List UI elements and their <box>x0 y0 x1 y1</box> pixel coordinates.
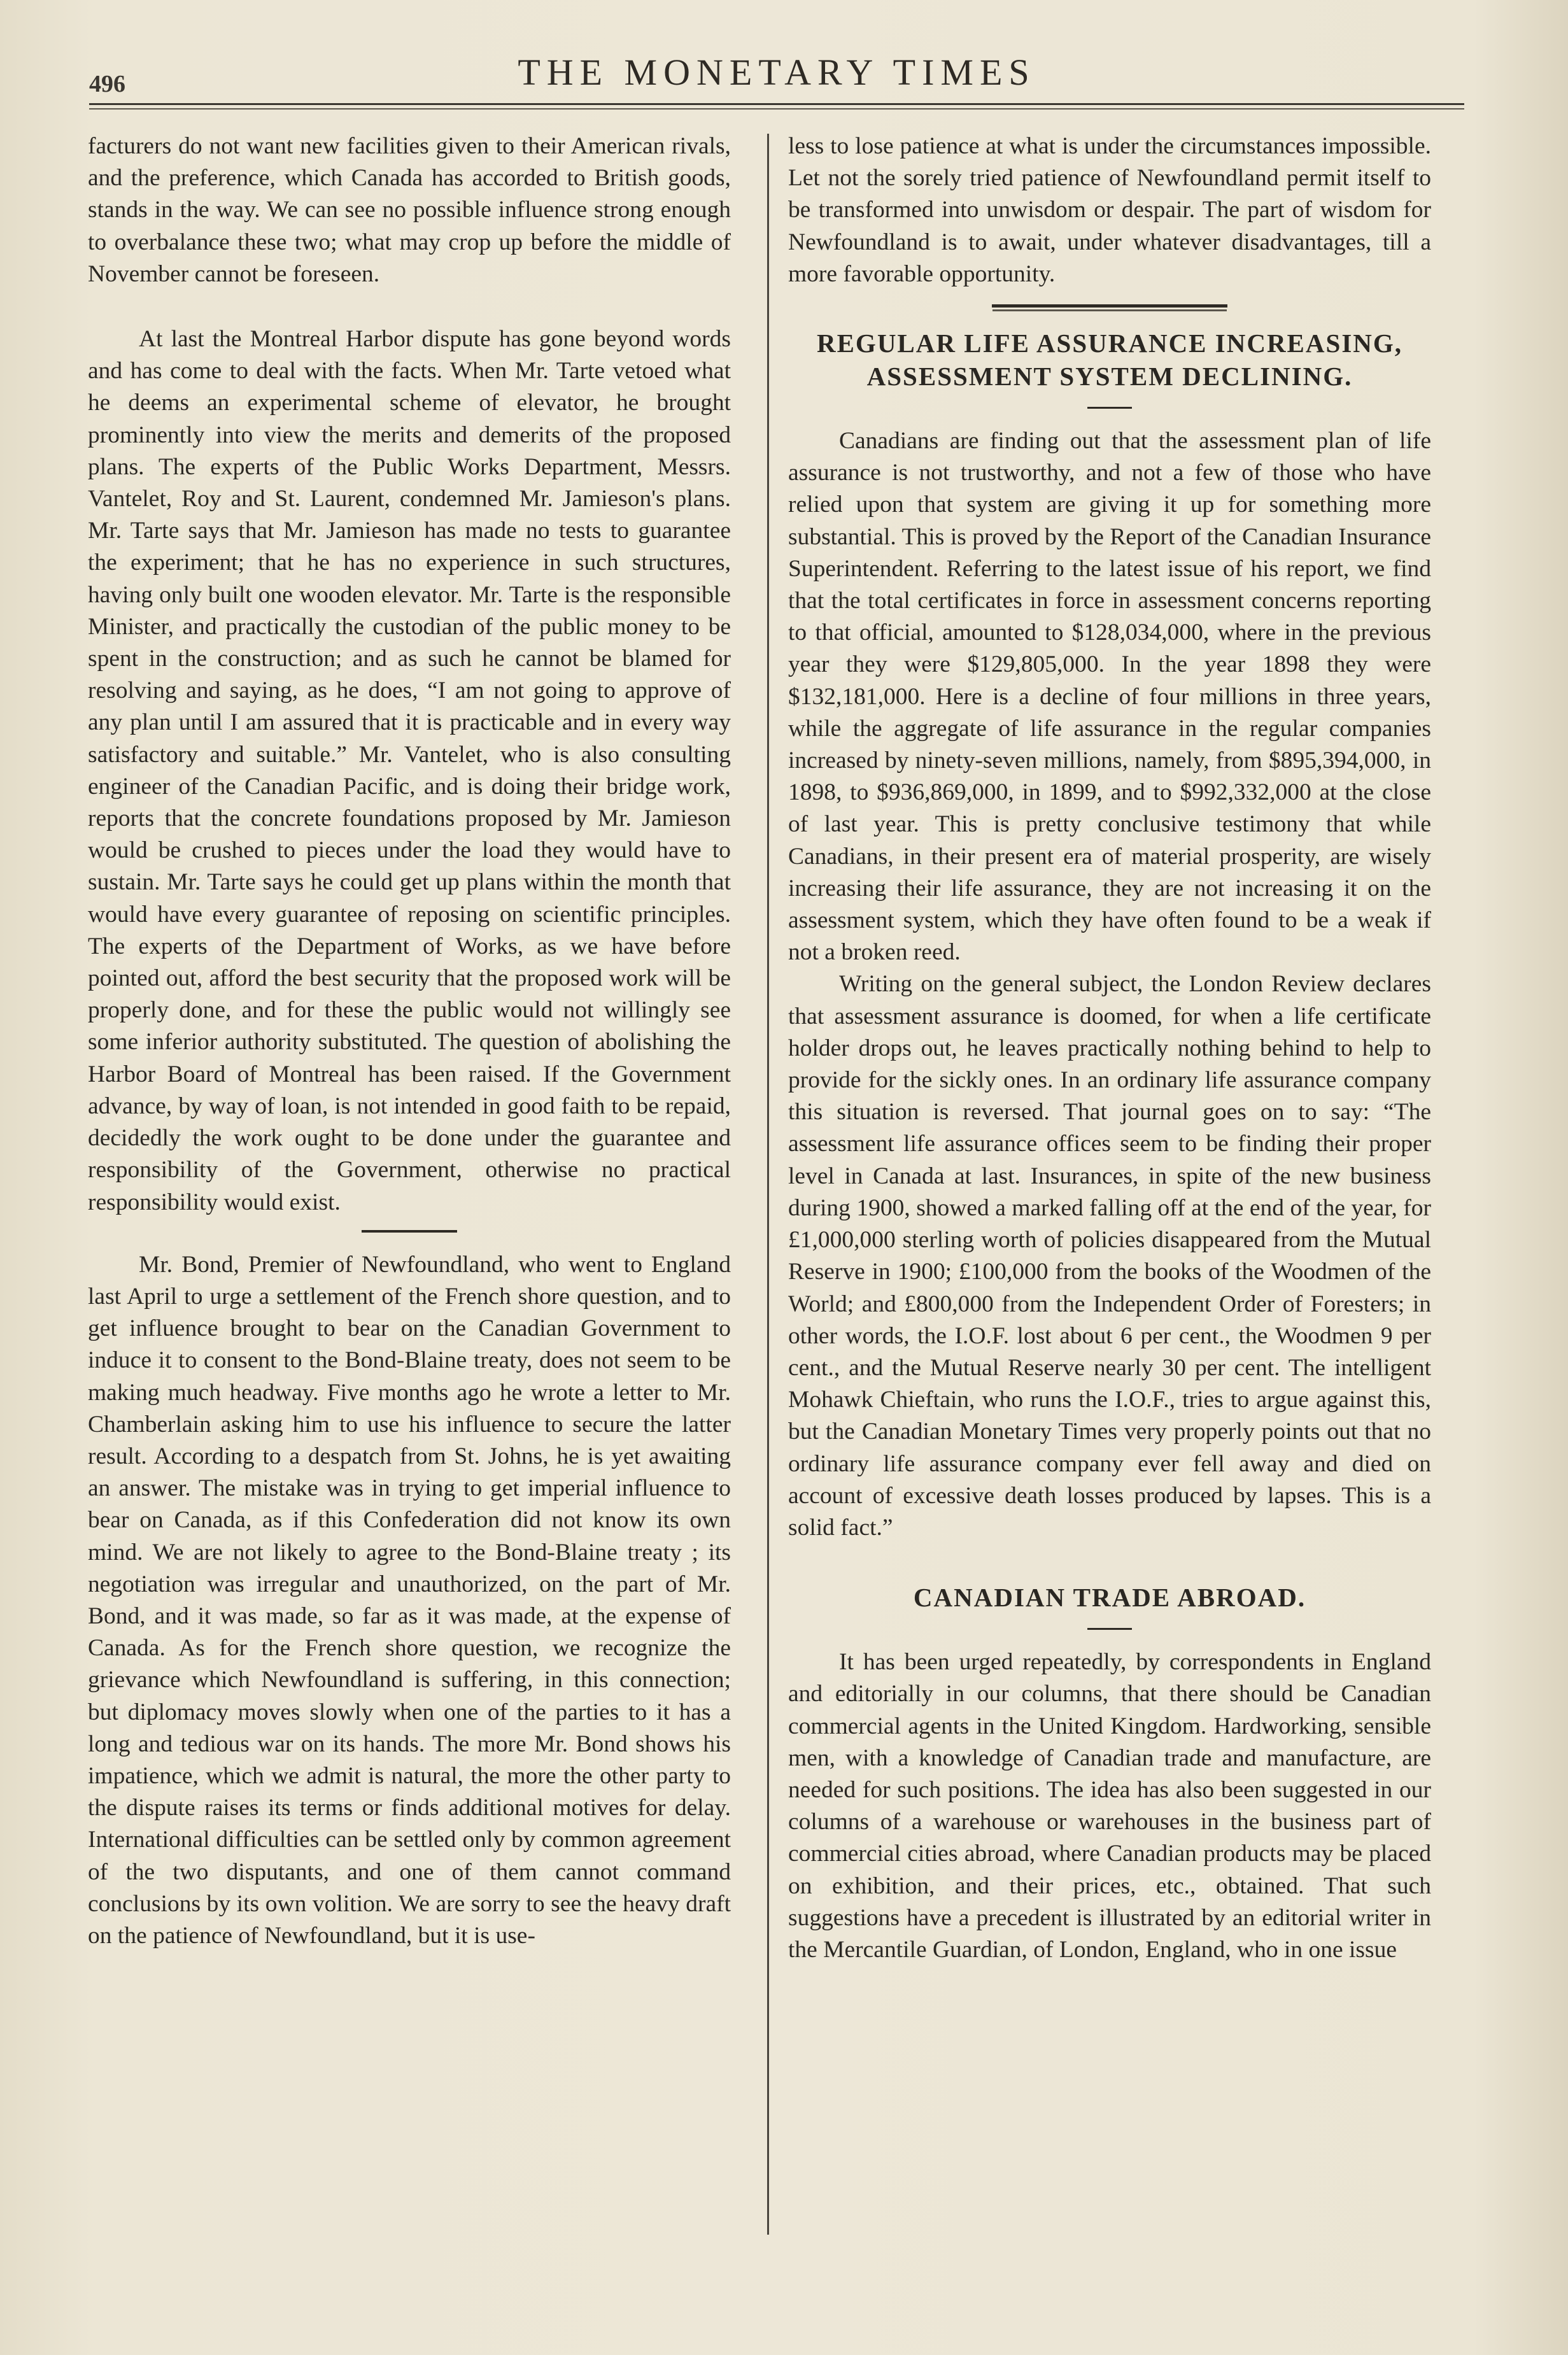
heading-rule <box>1087 407 1132 409</box>
column-divider <box>767 134 769 2235</box>
paragraph-gap <box>88 290 731 323</box>
header-rule <box>89 103 1464 105</box>
article-paragraph: Writing on the general subject, the London Review declares that assessment assurance is doomed, for when a life certificate holder drops out, he leaves practically nothing behind to help to provide for the sickly ones. In an ordinary life assurance company this situation is reversed. That journal goes on to say: “The assessment life assurance offices seem to be finding their proper level in Canada at last. Insurances, in spite of the new business during 1900, showed a marked falling off at the end of the year, for £1,000,000 sterling worth of policies disappeared from the Mutual Reserve in 1900; £100,000 from the books of the Woodmen of the World; and £800,000 from the Independent Order of Foresters; in other words, the I.O.F. lost about 6 per cent., the Woodmen 9 per cent., and the Mutual Reserve nearly 30 per cent. The intelligent Mohawk Chieftain, who runs the I.O.F., tries to argue against this, but the Canadian Monetary Times very properly points out that no ordinary life assurance company ever fell away and died on account of excessive death losses produced by lapses. This is a solid fact.” <box>788 971 1431 1541</box>
section-heading-life-assurance: REGULAR LIFE ASSURANCE INCREASING, ASSESSMENT SYSTEM DECLINING. <box>816 329 1403 392</box>
page-number: 496 <box>89 71 125 97</box>
article-paragraph: less to lose patience at what is under the circumstances impossible. Let not the sorely tried patience of Newfoundland permit itself to be transformed into unwisdom or despair. The part of wisdom for Newfoundland is to await, under whatever disadvantages, till a more favorable opportunity. <box>788 133 1431 287</box>
article-paragraph: At last the Montreal Harbor dispute has gone beyond words and has come to deal with the facts. When Mr. Tarte vetoed what he deems an experimental scheme of elevator, he brought prominently into view the merits and demerits of the proposed plans. The experts of the Public Works Department, Messrs. Vantelet, Roy and St. Laurent, condemned Mr. Jamieson's plans. Mr. Tarte says that Mr. Jamieson has made no tests to guarantee the experiment; that he has no experience in such structures, having only built one wooden elevator. Mr. Tarte is the responsible Minister, and practically the custodian of the public money to be spent in the construction; and as such he cannot be blamed for resolving and saying, as he does, “I am not going to approve of any plan until I am assured that it is practicable and in every way satisfactory and suitable.” Mr. Vantelet, who is also consulting engineer of the Canadian Pacific, and is doing their bridge work, reports that the concrete foundations proposed by Mr. Jamieson would be crushed to pieces under the load they would have to sustain. Mr. Tarte says he could get up plans within the month that would have every guarantee of reposing on scientific principles. The experts of the Department of Works, as we have before pointed out, afford the best security that the proposed work will be properly done, and for these the public would not willingly see some inferior authority substituted. The question of abolishing the Harbor Board of Montreal has been raised. If the Government advance, by way of loan, is not intended in good faith to be repaid, decidedly the work ought to be done under the guarantee and responsibility of the Government, otherwise no practical responsibility would exist. <box>88 326 731 1215</box>
article-paragraph: Mr. Bond, Premier of Newfoundland, who went to England last April to urge a settlement of the French shore question, and to get influence brought to bear on the Canadian Government to induce it to consent to the Bond-Blaine treaty, does not seem to be making much headway. Five months ago he wrote a letter to Mr. Chamberlain asking him to use his influence to secure the latter result. According to a despatch from St. Johns, he is yet awaiting an answer. The mistake was in trying to get imperial influence to bear on Canada, as if this Confederation did not know its own mind. We are not likely to agree to the Bond-Blaine treaty ; its negotiation was irregular and unauthorized, on the part of Mr. Bond, and it was made, so far as it was made, at the expense of Canada. As for the French shore question, we recognize the grievance which Newfoundland is suffering, in this connection; but diplomacy moves slowly when one of the parties to it has a long and tedious war on its hands. The more Mr. Bond shows his impatience, which we admit is natural, the more the other party to the dispute raises its terms or finds additional motives for delay. International difficulties can be settled only by common agreement of the two disputants, and one of them cannot command conclusions by its own volition. We are sorry to see the heavy draft on the patience of Newfoundland, but it is use- <box>88 1251 731 1949</box>
article-paragraph: It has been urged repeatedly, by correspondents in England and editorially in our columns, that there should be Canadian commercial agents in the United Kingdom. Hardworking, sensible men, with a knowledge of Canadian trade and manufacture, are needed for such positions. The idea has also been suggested in our columns of a warehouse or warehouses in the business part of commercial cities abroad, where Canadian products may be placed on exhibition, and their prices, etc., obtained. That such suggestions have a precedent is illustrated by an editorial writer in the Mercantile Guardian, of London, England, who in one issue <box>788 1649 1431 1963</box>
article-paragraph: Canadians are finding out that the assessment plan of life assurance is not trustworthy, and not a few of those who have relied upon that system are giving it up for something more substantial. This is proved by the Report of the Canadian Insurance Superintendent. Referring to the latest issue of his report, we find that the total certificates in force in assessment concerns reporting to that official, amounted to $128,034,000, where in the previous year they were $129,805,000. In the year 1898 they were $132,181,000. Here is a decline of four millions in three years, while the aggregate of life assurance in the regular companies increased by ninety-seven millions, namely, from $895,394,000, in 1898, to $936,869,000, in 1899, and to $992,332,000 at the close of last year. This is pretty conclusive testimony that while Canadians, in their present era of material prosperity, are wisely increasing their life assurance, they are not increasing it on the assessment system, which they have often found to be a weak if not a broken reed. <box>788 428 1431 966</box>
masthead: THE MONETARY TIMES <box>518 52 1036 93</box>
paragraph-gap <box>788 1544 1431 1577</box>
right-column <box>788 131 1431 1966</box>
article-separator <box>992 304 1227 308</box>
article-separator <box>362 1230 457 1233</box>
left-column <box>88 131 731 1952</box>
header-rule-secondary <box>89 108 1464 110</box>
section-heading-canadian-trade: CANADIAN TRADE ABROAD. <box>913 1583 1306 1613</box>
running-head <box>89 38 1464 108</box>
heading-rule <box>1087 1628 1132 1630</box>
article-paragraph: facturers do not want new facilities given to their American rivals, and the preference, which Canada has accorded to British goods, stands in the way. We can see no possible influence strong enough to overbalance these two; what may crop up before the middle of November cannot be foreseen. <box>88 133 731 287</box>
